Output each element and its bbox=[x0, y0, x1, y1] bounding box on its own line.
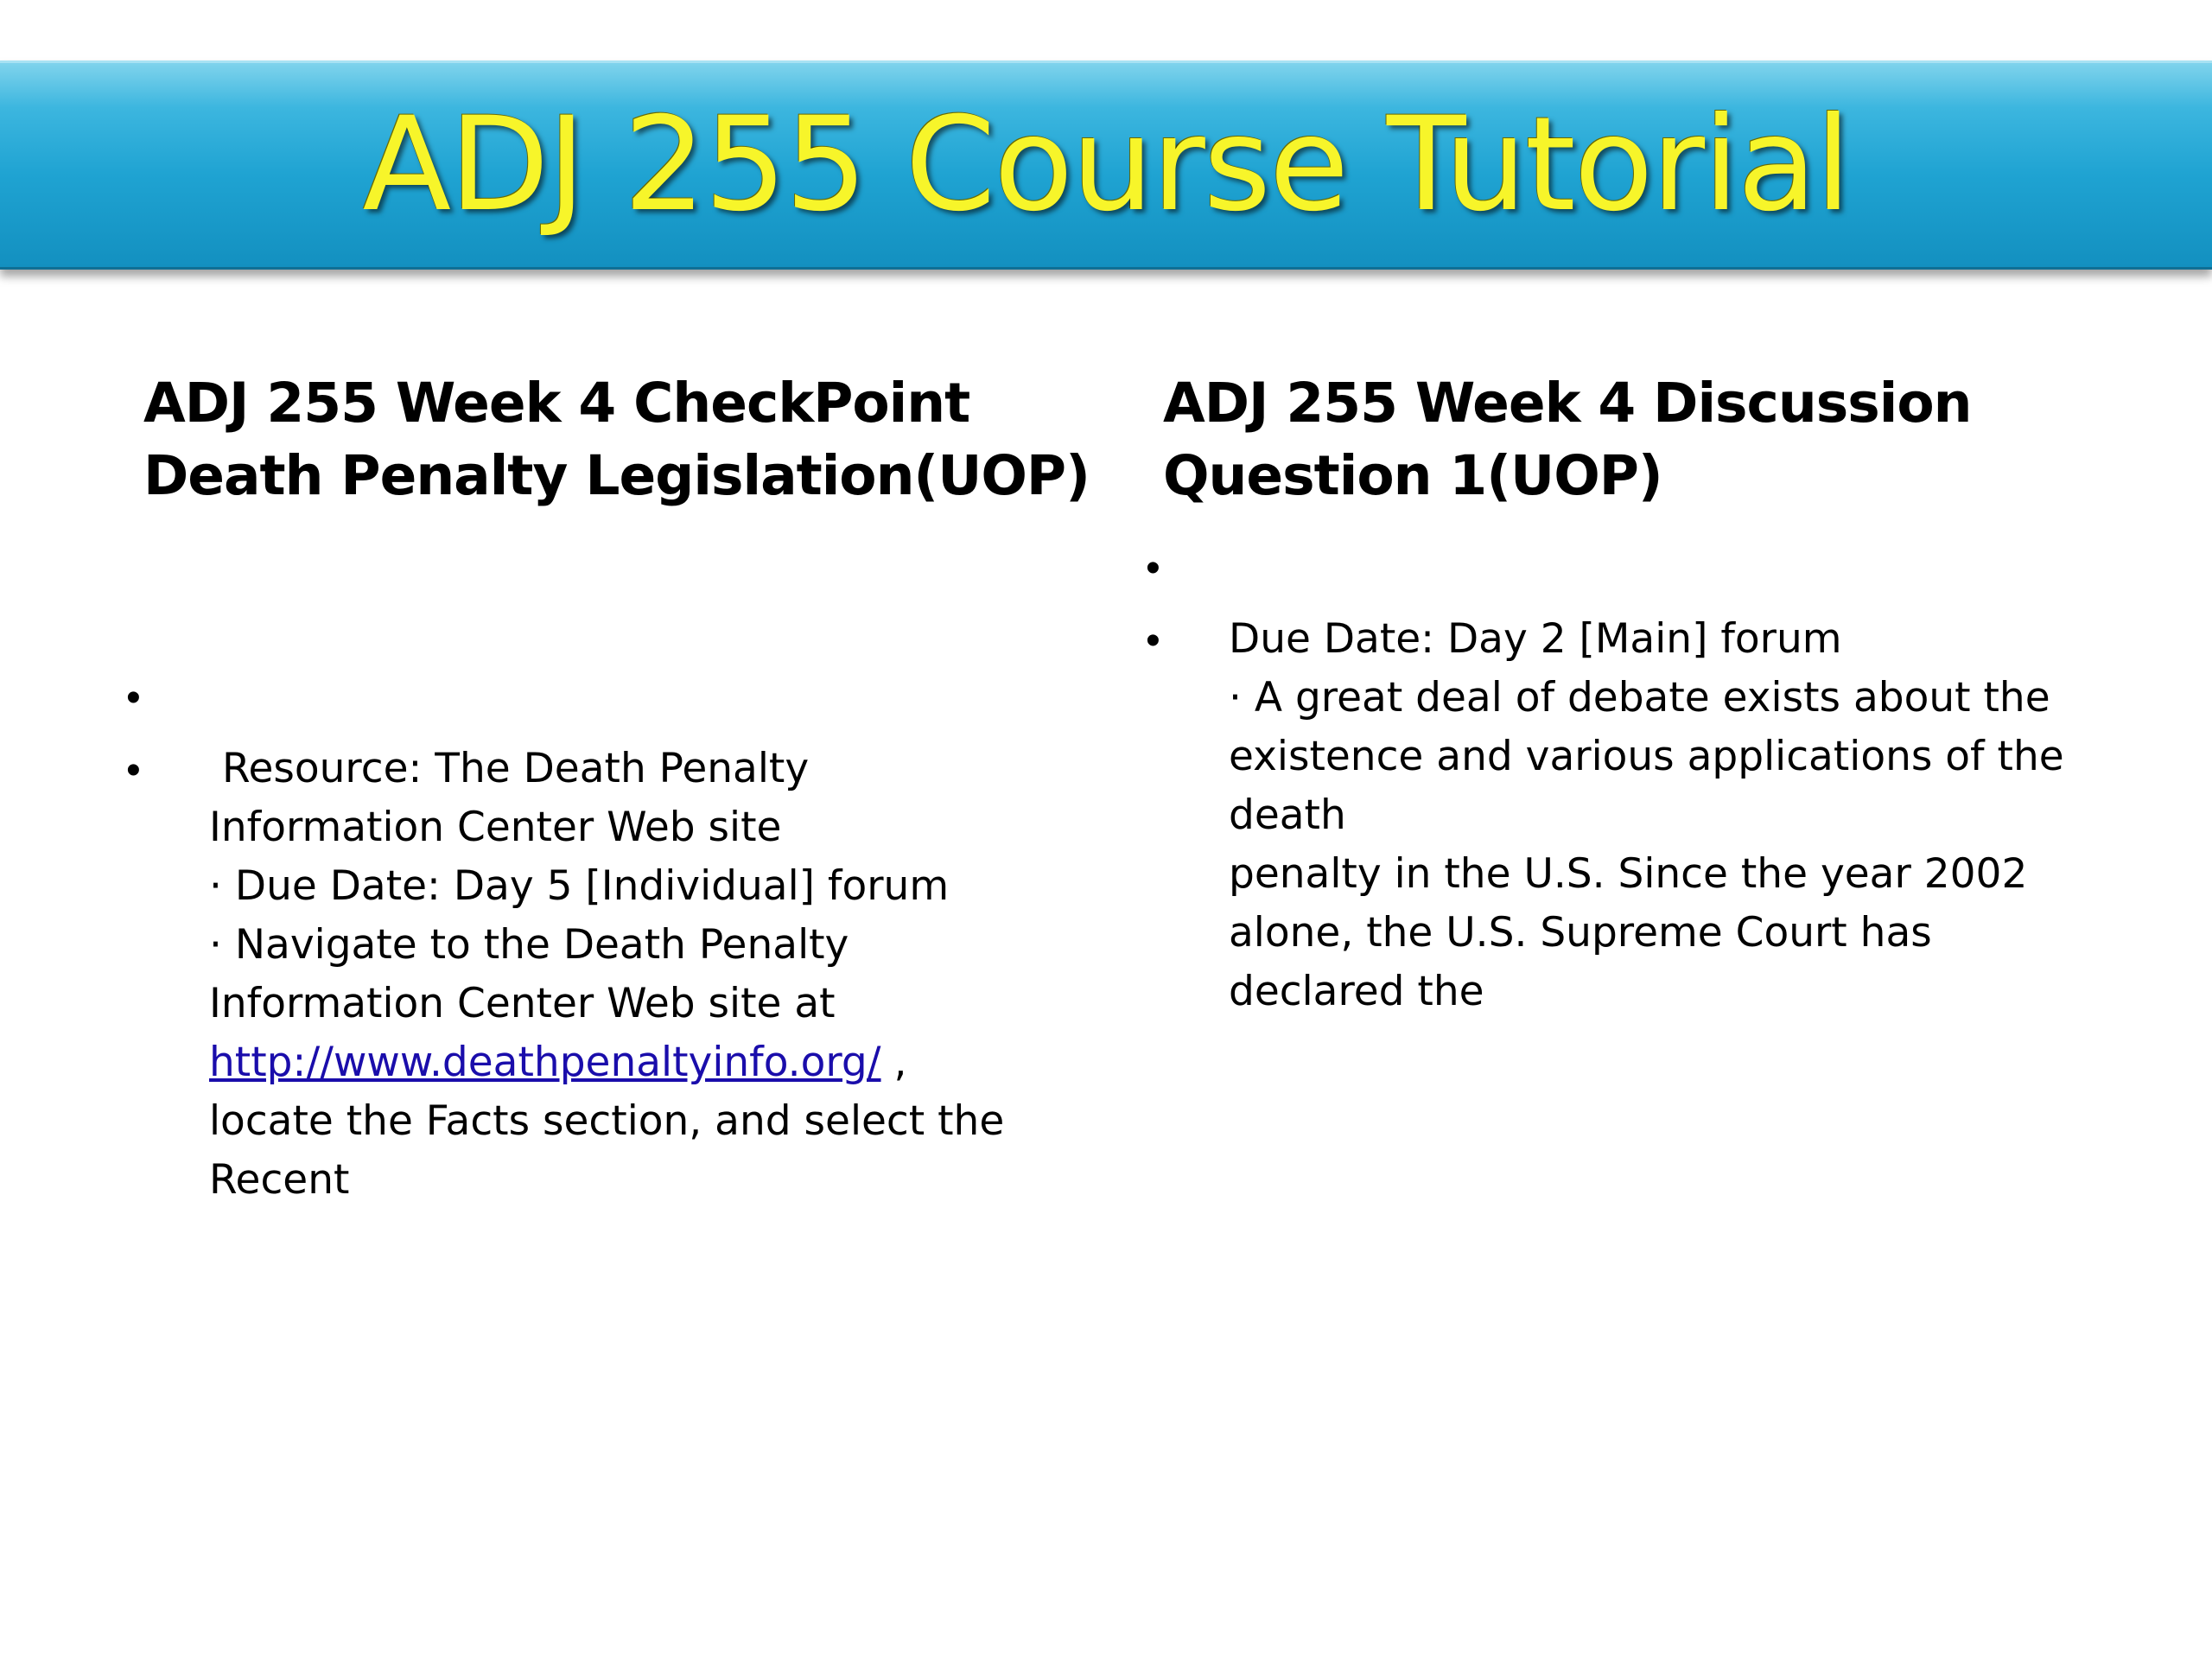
left-body-line-7: locate the Facts section, and select the bbox=[209, 1097, 1005, 1145]
right-body-line-4: death bbox=[1229, 791, 1346, 839]
right-body-line-1: Due Date: Day 2 [Main] forum bbox=[1229, 615, 1842, 663]
title-banner bbox=[0, 60, 2212, 270]
left-body-link-line bbox=[209, 1033, 1004, 1092]
right-column-heading bbox=[1163, 367, 2113, 512]
right-heading-line-1: ADJ 255 Week 4 Discussion bbox=[1163, 372, 1972, 435]
slide-title: ADJ 255 Course Tutorial bbox=[362, 90, 1850, 240]
left-column-heading bbox=[143, 367, 1094, 512]
link-suffix: , bbox=[880, 1039, 907, 1086]
left-empty-bullet: • bbox=[126, 675, 141, 721]
right-body-line-7: declared the bbox=[1229, 968, 1484, 1015]
left-body-line-3: · Due Date: Day 5 [Individual] forum bbox=[209, 862, 950, 910]
left-body-line-1: Resource: The Death Penalty bbox=[209, 745, 810, 792]
left-heading-line-2: Death Penalty Legislation(UOP) bbox=[143, 444, 1090, 507]
right-bullet: • bbox=[1146, 618, 1160, 664]
right-body-line-5: penalty in the U.S. Since the year 2002 bbox=[1229, 850, 2028, 898]
left-heading-line-1: ADJ 255 Week 4 CheckPoint bbox=[143, 372, 970, 435]
death-penalty-info-link[interactable]: http://www.deathpenaltyinfo.org/ bbox=[209, 1039, 881, 1086]
right-body-line-3: existence and various applications of the bbox=[1229, 733, 2064, 780]
right-body-text bbox=[1229, 610, 2064, 1021]
left-bullet: • bbox=[126, 747, 141, 793]
right-empty-bullet: • bbox=[1146, 545, 1160, 591]
left-body-line-2: Information Center Web site bbox=[209, 804, 782, 851]
right-heading-line-2: Question 1(UOP) bbox=[1163, 444, 1662, 507]
right-body-line-2: · A great deal of debate exists about the bbox=[1229, 674, 2050, 721]
left-body-line-8: Recent bbox=[209, 1156, 350, 1204]
left-body-line-4: · Navigate to the Death Penalty bbox=[209, 921, 849, 969]
left-body-text bbox=[209, 740, 1004, 1210]
right-body-line-6: alone, the U.S. Supreme Court has bbox=[1229, 909, 1932, 957]
left-body-line-5: Information Center Web site at bbox=[209, 980, 836, 1027]
